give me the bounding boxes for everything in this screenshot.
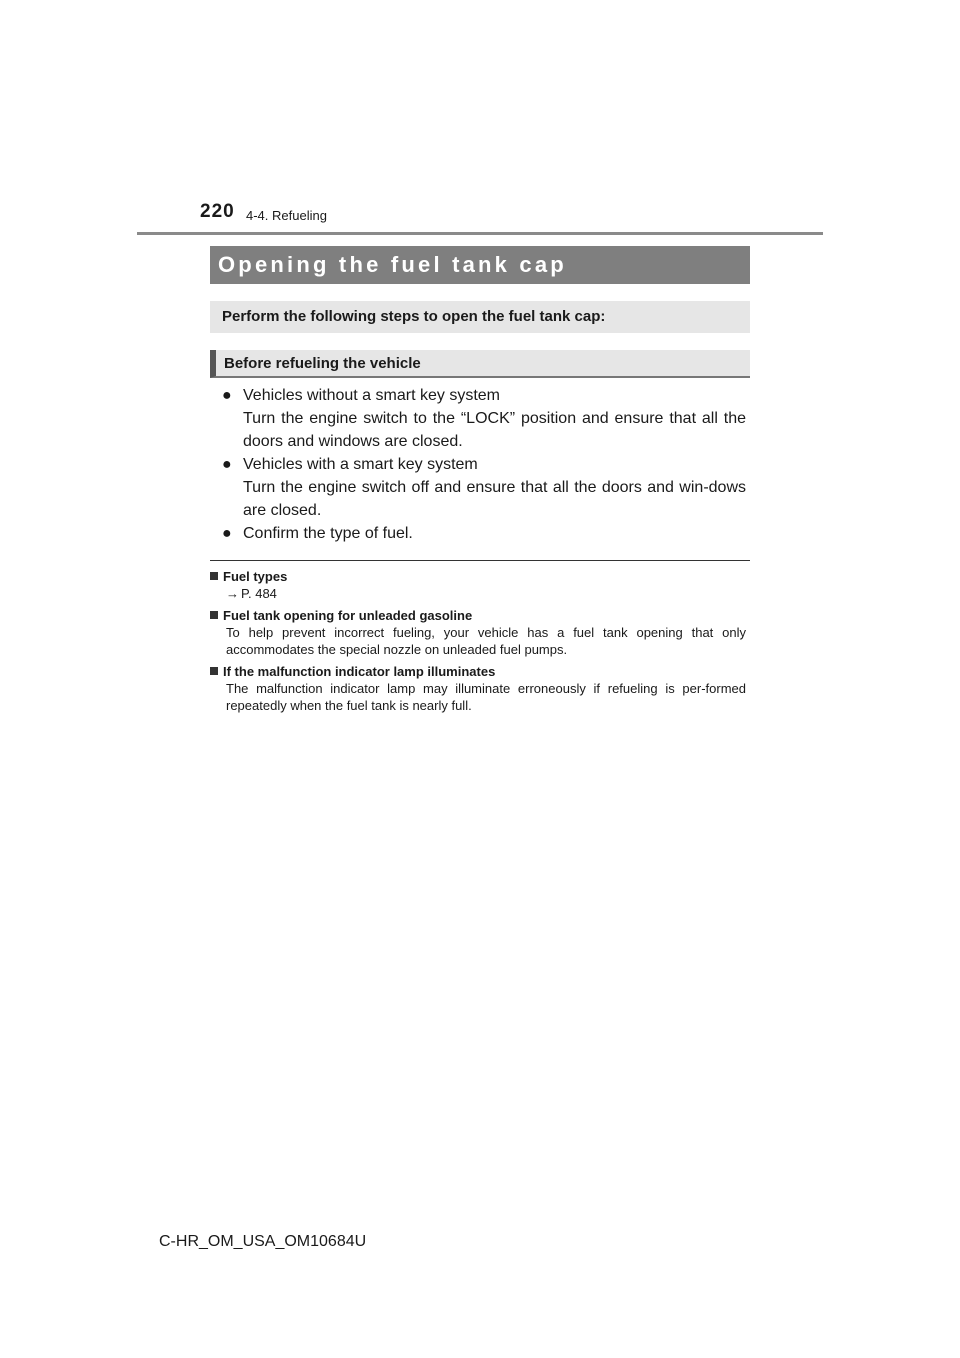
divider (210, 560, 750, 561)
note (210, 568, 746, 602)
bullet-dot-icon: ● (222, 525, 232, 542)
intro-box: Perform the following steps to open the fuel tank cap: (210, 301, 750, 333)
note-title: Fuel tank opening for unleaded gasoline (223, 608, 473, 623)
list-item (220, 384, 746, 453)
square-bullet-icon (210, 667, 218, 675)
section-title: Opening the fuel tank cap (210, 246, 750, 284)
note-body: To help prevent incorrect fueling, your vehicle has a fuel tank opening that only accommodates the special nozzle on unleaded fuel pumps. (226, 625, 746, 657)
notes (210, 568, 746, 719)
page-number: 220 (200, 201, 235, 222)
bullet-body: Turn the engine switch to the “LOCK” position and ensure that all the doors and windows are closed. (243, 410, 746, 450)
note-body: The malfunction indicator lamp may illuminate erroneously if refueling is per-formed repeatedly when the fuel tank is nearly full. (226, 681, 746, 713)
note-title: Fuel types (223, 569, 288, 584)
note (210, 607, 746, 658)
bullet-list (220, 384, 746, 545)
bullet-dot-icon: ● (222, 387, 232, 404)
note-body (210, 585, 746, 602)
header-rule (137, 232, 823, 235)
note-heading (210, 663, 746, 680)
list-item (220, 522, 746, 545)
list-item (220, 453, 746, 522)
bullet-title: Confirm the type of fuel. (243, 525, 413, 542)
arrow-right-icon: → (226, 586, 239, 601)
subsection-heading: Before refueling the vehicle (210, 350, 750, 378)
footer-doc-id: C-HR_OM_USA_OM10684U (159, 1233, 367, 1250)
bullet-title: Vehicles without a smart key system (243, 387, 500, 404)
breadcrumb: 4-4. Refueling (246, 208, 327, 223)
note-heading (210, 607, 746, 624)
note-title: If the malfunction indicator lamp illuminates (223, 664, 496, 679)
note-heading (210, 568, 746, 585)
bullet-dot-icon: ● (222, 456, 232, 473)
page-reference-link[interactable]: P. 484 (241, 586, 277, 601)
square-bullet-icon (210, 611, 218, 619)
square-bullet-icon (210, 572, 218, 580)
bullet-body: Turn the engine switch off and ensure that all the doors and win-dows are closed. (243, 479, 746, 519)
note (210, 663, 746, 714)
bullet-title: Vehicles with a smart key system (243, 456, 478, 473)
